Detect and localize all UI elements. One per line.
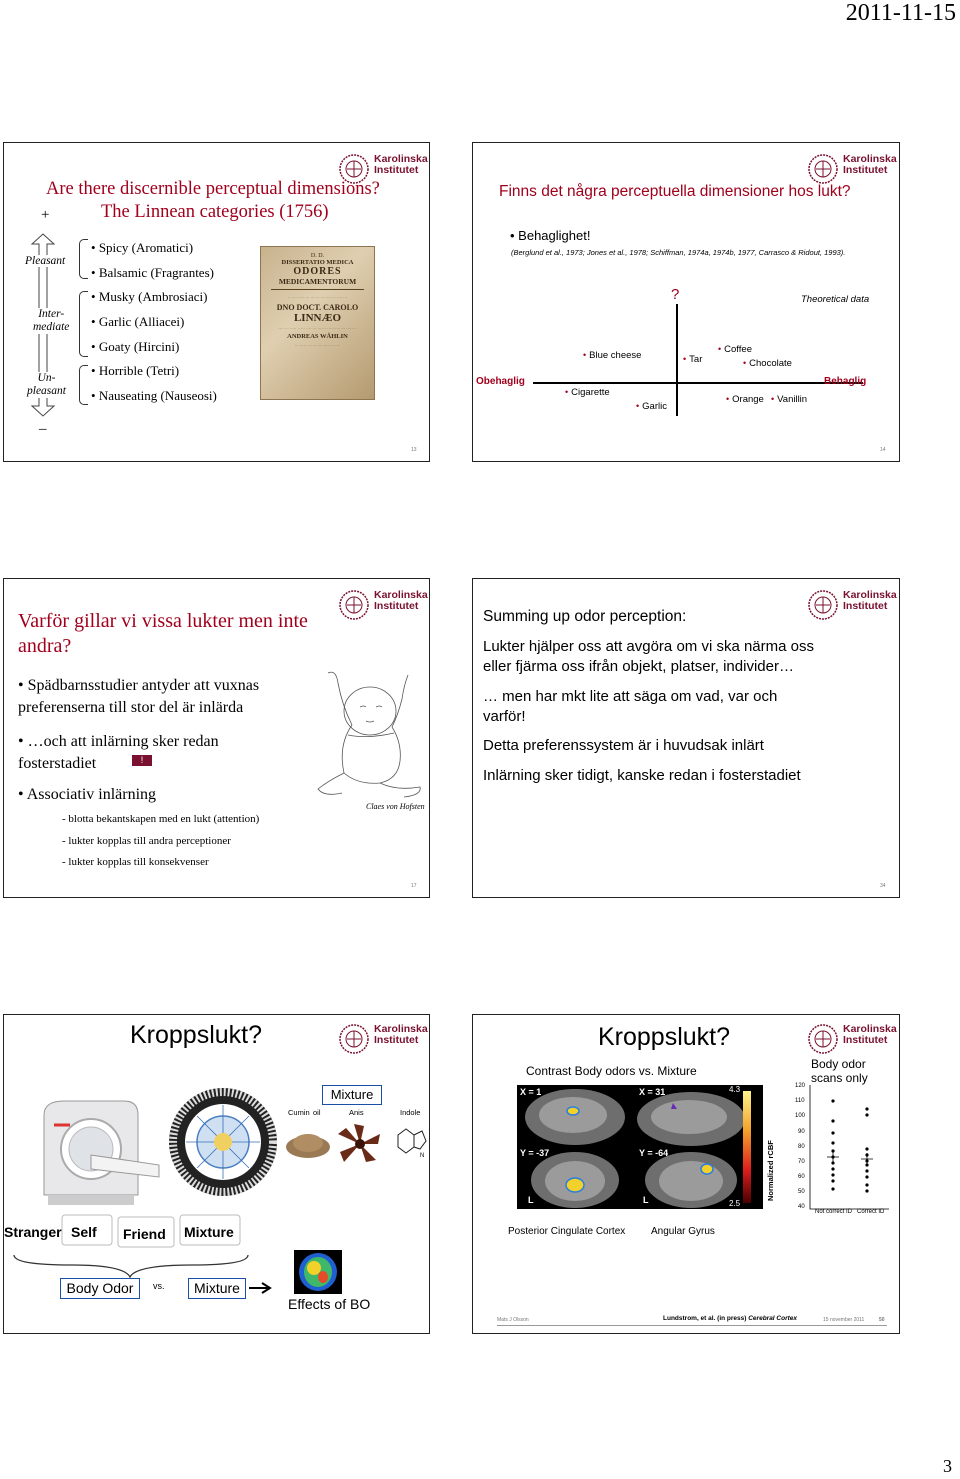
slide2-title: Finns det några perceptuella dimensioner hos lukt? xyxy=(499,183,851,200)
colorbar-min: 2.5 xyxy=(729,1199,741,1208)
brace-unpleasant xyxy=(79,365,88,405)
ytick: 100 xyxy=(795,1113,806,1119)
category-item: • Musky (Ambrosiaci) xyxy=(91,289,208,305)
detector-ring-image xyxy=(166,1085,280,1199)
slide2-bullet: • Behaglighet! xyxy=(510,228,590,243)
question-mark: ? xyxy=(671,286,680,303)
axis-right-label: Behaglig xyxy=(824,376,867,387)
coord-y37: Y = -37 xyxy=(520,1148,550,1158)
category-item: • Garlic (Alliacei) xyxy=(91,314,184,330)
ki-line1: Karolinska xyxy=(374,153,428,165)
ki-seal-icon xyxy=(807,589,839,621)
slide2-citation: (Berglund et al., 1973; Jones et al., 1978; Schiffman, 1974a, 1974b, 1977, Carrasco & Ridout, 1993). xyxy=(511,248,846,257)
slide-body-odor-study xyxy=(3,1014,430,1334)
photo-credit: Claes von Hofsten xyxy=(366,802,425,811)
scans-only-label: Body odor scans only xyxy=(811,1057,868,1085)
axis-left-label: Obehaglig xyxy=(476,376,525,387)
slide4-para-1: Lukter hjälper oss att avgöra om vi ska närma oss eller fjärma oss ifrån objekt, platser, individer… xyxy=(483,638,814,675)
star-anise-image xyxy=(334,1120,386,1168)
slide1-title-line2: The Linnean categories (1756) xyxy=(101,202,329,222)
ytick: 40 xyxy=(798,1204,805,1210)
brain-activation-map-image xyxy=(294,1250,342,1294)
vs-label: vs. xyxy=(153,1281,165,1291)
region-posterior-cingulate: Posterior Cingulate Cortex xyxy=(508,1226,626,1237)
slide4-para-2: … men har mkt lite att säga om vad, var och varför! xyxy=(483,688,778,725)
coord-x31: X = 31 xyxy=(639,1087,666,1097)
ytick: 60 xyxy=(798,1174,805,1180)
slide3-sub-3: - lukter kopplas till konsekvenser xyxy=(62,856,209,868)
ki-seal-icon xyxy=(338,589,370,621)
donor-cards xyxy=(4,1213,254,1249)
ytick: 70 xyxy=(798,1159,805,1165)
left-marker-1: L xyxy=(528,1195,534,1205)
donor-self: Self xyxy=(71,1224,97,1240)
baby-sketch-image xyxy=(308,665,426,805)
slide3-bullet-2: • …och att inlärning sker redan fosterstadiet xyxy=(18,733,219,772)
rcbf-dot-plot xyxy=(809,1085,891,1213)
colorbar-max: 4.3 xyxy=(729,1085,741,1094)
donor-friend: Friend xyxy=(123,1226,166,1242)
contrast-label: Contrast Body odors vs. Mixture xyxy=(526,1064,697,1078)
odor-orange: • Orange xyxy=(726,394,764,405)
ytick: 50 xyxy=(798,1189,805,1195)
coord-x1: X = 1 xyxy=(520,1087,542,1097)
minus-sign: – xyxy=(39,421,47,437)
slide1-title-line1: Are there discernible perceptual dimensions? xyxy=(46,179,380,199)
exclamation-icon: ! xyxy=(132,755,152,766)
mixture-box-2: Mixture xyxy=(188,1278,246,1299)
slide3-bullet-1: • Spädbarnsstudier antyder att vuxnas preferenserna till stor del är inlärda xyxy=(18,677,260,716)
odor-coffee: • Coffee xyxy=(718,344,752,355)
odor-blue-cheese: • Blue cheese xyxy=(583,350,642,361)
brain-scans-panel xyxy=(517,1085,763,1209)
arrow-right-icon xyxy=(248,1281,276,1295)
linnaeus-dissertation-image: D. D. DISSERTATIO MEDICA ODORES MEDICAMENTORUM ··· ··· ····· ··· ···· ·· ··· ····· ·· ···· ··· DNO DOCT. CAROLO LINNÆO ···· ··· ····· ·· ··· ···· ··· ····· ·· ···· ···· ··· ····· ·· ANDREAS WÅHLIN ··· ····· ·· ···· ··· ····· ··· ···· xyxy=(260,246,375,400)
label-oil: oil xyxy=(313,1108,321,1117)
ytick: 90 xyxy=(798,1129,805,1135)
xlabel-correct: Correct ID xyxy=(857,1209,885,1215)
odor-garlic: • Garlic xyxy=(636,401,667,412)
odor-cigarette: • Cigarette xyxy=(565,387,610,398)
slide5-title: Kroppslukt? xyxy=(130,1021,263,1049)
ki-logo: Karolinska Institutet xyxy=(807,1023,893,1053)
region-angular-gyrus: Angular Gyrus xyxy=(651,1226,715,1237)
slide3-title: Varför gillar vi vissa lukter men inte andra? xyxy=(18,610,308,657)
label-pleasant: Pleasant xyxy=(25,255,66,267)
slide-why-we-like-odors xyxy=(3,578,430,898)
ytick: 110 xyxy=(795,1098,805,1104)
footer-number: 50 xyxy=(879,1317,885,1323)
ki-seal-icon xyxy=(338,1023,370,1055)
slide3-sub-2: - lukter kopplas till andra perceptioner xyxy=(62,835,231,847)
page-date: 2011-11-15 xyxy=(845,0,956,26)
ki-seal-icon xyxy=(807,153,839,185)
slide3-sub-1: - blotta bekantskapen med en lukt (attention) xyxy=(62,813,260,825)
theoretical-data-label: Theoretical data xyxy=(801,294,870,305)
label-anis: Anis xyxy=(349,1108,364,1117)
slide-number: 13 xyxy=(411,447,417,453)
footer-date: 15 november 2011 xyxy=(823,1317,865,1323)
footer-author: Mats J Olsson xyxy=(497,1317,529,1323)
ytick: 120 xyxy=(795,1083,806,1089)
indole-structure-icon xyxy=(394,1123,430,1161)
category-item: • Goaty (Hircini) xyxy=(91,339,179,355)
slide-number: 14 xyxy=(880,447,886,453)
ki-line2: Institutet xyxy=(374,163,419,176)
label-unpleasant: Un- pleasant xyxy=(27,372,66,397)
category-item: • Spicy (Aromatici) xyxy=(91,240,193,256)
slide4-para-4: Inlärning sker tidigt, kanske redan i fosterstadiet xyxy=(483,767,801,784)
category-item: • Horrible (Tetri) xyxy=(91,363,179,379)
footer-rule xyxy=(497,1325,887,1326)
page-number: 3 xyxy=(943,1456,952,1476)
vertical-axis xyxy=(676,304,678,416)
slide-body-odor-results xyxy=(472,1014,900,1334)
category-item: • Balsamic (Fragrantes) xyxy=(91,265,214,281)
coord-y64: Y = -64 xyxy=(639,1148,669,1158)
slide4-title: Summing up odor perception: xyxy=(483,608,687,625)
slide3-bullet-3: • Associativ inlärning xyxy=(18,786,156,804)
ki-logo: Karolinska Institutet xyxy=(338,589,424,619)
svg-text:N: N xyxy=(420,1153,425,1159)
rcbf-axis-label: Normalized rCBF xyxy=(766,1140,775,1201)
slide-number: 17 xyxy=(411,883,417,889)
slide-number: 34 xyxy=(880,883,886,889)
plus-sign: + xyxy=(41,207,50,223)
donor-stranger: Stranger xyxy=(4,1224,62,1240)
xlabel-not-correct: Not correct ID xyxy=(815,1209,853,1215)
brace-pleasant xyxy=(79,239,88,279)
left-marker-2: L xyxy=(643,1195,649,1205)
odor-tar: • Tar xyxy=(683,354,703,365)
effects-of-bo-label: Effects of BO xyxy=(288,1296,371,1312)
category-item: • Nauseating (Nauseosi) xyxy=(91,388,217,404)
ki-logo: Karolinska Institutet xyxy=(807,153,893,183)
pet-scanner-image xyxy=(34,1095,164,1215)
body-odor-box: Body Odor xyxy=(60,1278,140,1299)
slide-linnean-categories xyxy=(3,142,430,462)
cumin-pile-image xyxy=(284,1125,332,1159)
label-intermediate: Inter- mediate xyxy=(33,308,70,333)
ytick: 80 xyxy=(798,1144,805,1150)
odor-chocolate: • Chocolate xyxy=(743,358,792,369)
horizontal-axis xyxy=(533,382,863,384)
slide-summing-up xyxy=(472,578,900,898)
donor-mixture: Mixture xyxy=(184,1224,234,1240)
ki-logo: Karolinska Institutet xyxy=(338,1023,424,1053)
brain-slices-image xyxy=(517,1085,763,1209)
label-indole: Indole xyxy=(400,1108,421,1117)
label-cumin: Cumin xyxy=(288,1108,310,1117)
brace-intermediate xyxy=(79,291,88,357)
slide-perceptual-dimensions xyxy=(472,142,900,462)
ki-logo: Karolinska Institutet xyxy=(807,589,893,619)
ki-seal-icon xyxy=(807,1023,839,1055)
odor-vanillin: • Vanillin xyxy=(771,394,808,405)
grouping-brace xyxy=(12,1253,262,1281)
slide4-para-3: Detta preferenssystem är i huvudsak inlärt xyxy=(483,737,764,754)
mixture-box: Mixture xyxy=(322,1085,382,1105)
footer-reference: Lundstrom, et al. (in press) Cerebral Cortex xyxy=(663,1315,798,1322)
slide6-title: Kroppslukt? xyxy=(598,1023,731,1051)
